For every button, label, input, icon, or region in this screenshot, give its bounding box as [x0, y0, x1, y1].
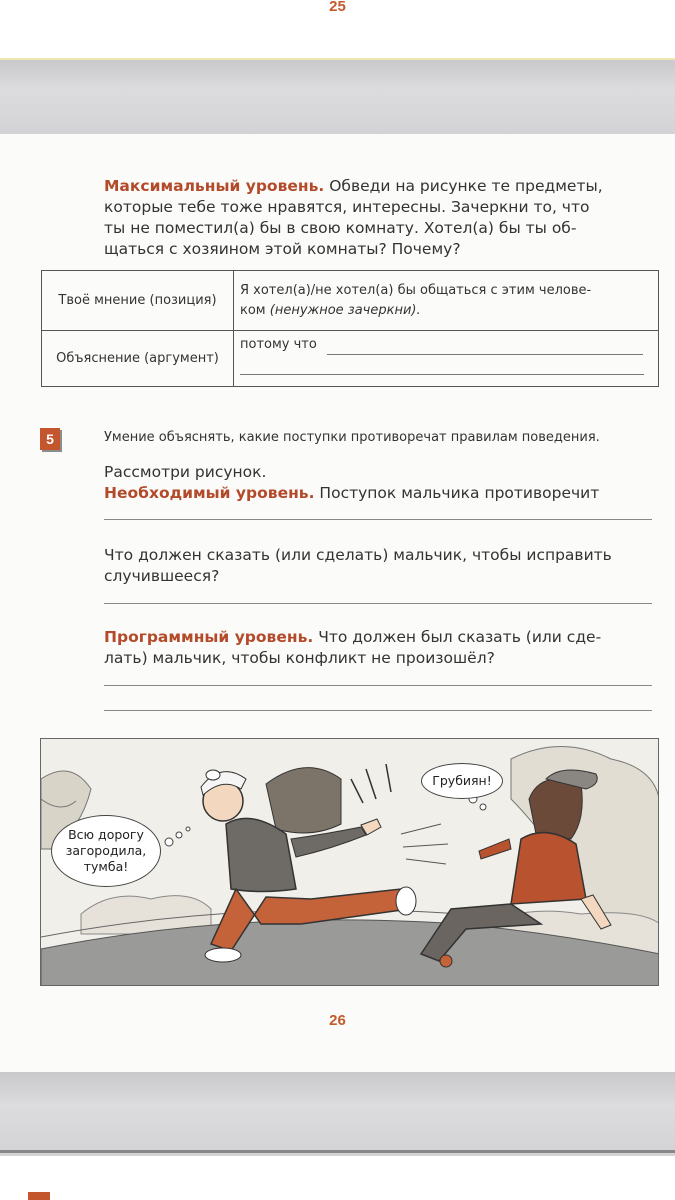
program-level-heading: Программный уровень. — [104, 628, 314, 646]
question1-line-2: случившееся? — [104, 567, 220, 585]
question1-answer-line[interactable] — [104, 603, 652, 604]
opinion-text-1: Я хотел(а)/не хотел(а) бы общаться с этим челове- — [240, 282, 592, 298]
boy-thought-bubble — [51, 815, 161, 887]
task-title: Умение объяснять, какие поступки противоречат правилам поведения. — [104, 430, 600, 445]
argument-label: Объяснение (аргумент) — [42, 331, 234, 387]
opinion-table — [41, 270, 659, 387]
opinion-note: (ненужное зачеркни). — [269, 302, 421, 318]
required-level-heading: Необходимый уровень. — [104, 484, 315, 502]
program-level-text-2: лать) мальчик, чтобы конфликт не произошёл? — [104, 649, 495, 667]
program-answer-line-1[interactable] — [104, 685, 652, 686]
max-level-heading: Максимальный уровень. — [104, 177, 325, 195]
comic-illustration — [40, 738, 659, 986]
page-edge-strip — [0, 1150, 675, 1153]
girl-thought-text: Грубиян! — [432, 773, 492, 788]
bottom-page-number: 26 — [329, 1012, 346, 1029]
top-page-number: 25 — [329, 0, 346, 15]
next-task-marker — [28, 1192, 50, 1200]
max-level-line-4: щаться с хозяином этой комнаты? Почему? — [104, 240, 461, 258]
argument-answer-line-2[interactable] — [240, 361, 644, 375]
task5-required-block — [104, 462, 660, 504]
argument-cell[interactable] — [234, 331, 659, 387]
max-level-line-3: ты не поместил(а) бы в свою комнату. Хотел(а) бы ты об- — [104, 219, 577, 237]
question1-block — [104, 545, 660, 587]
question1-line-1: Что должен сказать (или сделать) мальчик, чтобы исправить — [104, 546, 612, 564]
required-level-text: Поступок мальчика противоречит — [314, 484, 600, 502]
max-level-line-2: которые тебе тоже нравятся, интересны. Зачеркни то, что — [104, 198, 590, 216]
opinion-label: Твоё мнение (позиция) — [42, 271, 234, 331]
required-answer-line[interactable] — [104, 519, 652, 520]
girl-thought-bubble — [421, 763, 503, 799]
opinion-text-2: ком — [240, 302, 270, 318]
program-level-text-1: Что должен был сказать (или сде- — [313, 628, 602, 646]
program-level-block — [104, 627, 660, 669]
task-number-badge: 5 — [40, 428, 60, 450]
boy-thought-line-2: загородила, — [65, 843, 147, 858]
bottom-gray-band — [0, 1072, 675, 1156]
max-level-paragraph — [104, 176, 660, 260]
argument-answer-line-1[interactable] — [327, 341, 643, 355]
program-answer-line-2[interactable] — [104, 710, 652, 711]
boy-thought-line-1: Всю дорогу — [68, 827, 144, 842]
look-instruction: Рассмотри рисунок. — [104, 463, 267, 481]
max-level-line-1: Обведи на рисунке те предметы, — [324, 177, 603, 195]
argument-prefix: потому что — [240, 337, 317, 352]
top-gray-band — [0, 58, 675, 134]
opinion-cell — [234, 271, 659, 331]
boy-thought-line-3: тумба! — [83, 859, 129, 874]
